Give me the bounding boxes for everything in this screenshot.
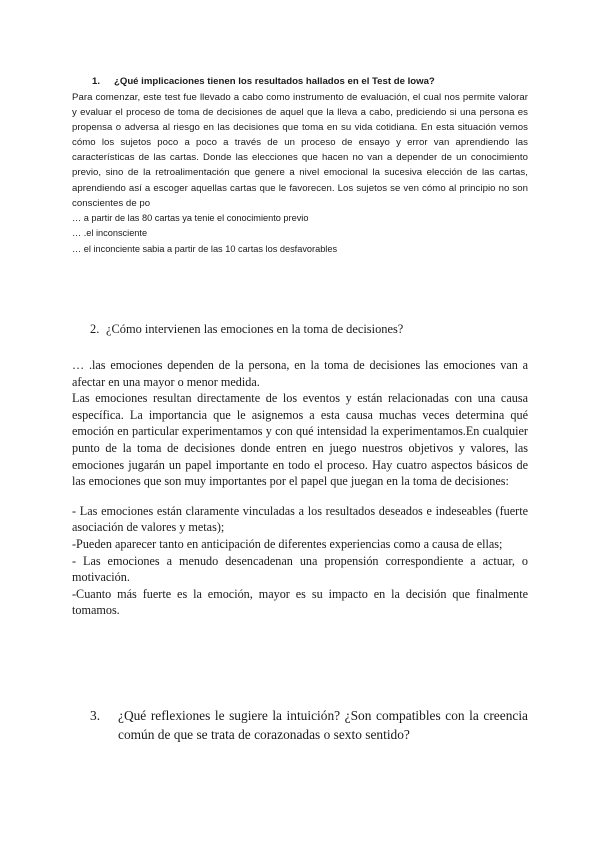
answer-2-intro: … .las emociones dependen de la persona, en la toma de decisiones las emociones van a afectar en una mayor o menor medida. xyxy=(72,358,528,389)
answer-1-note: … el inconciente sabia a partir de las 10 cartas los desfavorables xyxy=(72,243,338,254)
question-1-number: 1. xyxy=(92,76,101,87)
question-2-text: ¿Cómo intervienen las emociones en la toma de decisiones? xyxy=(106,322,404,336)
answer-2-list-item: - Las emociones están claramente vinculadas a los resultados deseados e indeseables (fuerte asociación de valores y metas); xyxy=(72,503,528,535)
answer-2-list-item: - Las emociones a menudo desencadenan una propensión correspondiente a actuar, o motivación. xyxy=(72,553,528,585)
question-3-number: 3. xyxy=(90,708,101,723)
answer-1-note: … a partir de las 80 cartas ya tenie el conocimiento previo xyxy=(72,212,309,223)
question-1-heading xyxy=(92,75,528,89)
section-2 xyxy=(72,321,528,619)
answer-2-list xyxy=(72,503,528,619)
answer-2-list-item: -Cuanto más fuerte es la emoción, mayor es su impacto en la decisión que finalmente tomamos. xyxy=(72,586,528,618)
answer-2-body xyxy=(72,357,528,619)
answer-1-note: … .el inconsciente xyxy=(72,228,148,239)
section-1 xyxy=(72,75,528,257)
question-3-heading xyxy=(90,706,528,744)
question-1-text: ¿Qué implicaciones tienen los resultados hallados en el Test de Iowa? xyxy=(114,76,435,87)
answer-2-paragraph: Las emociones resultan directamente de los eventos y están relacionadas con una causa específica. La importancia que le asignemos a esta causa muchas veces determina qué emoción en particular experimentamos y con qué intensidad la experimentamos.En cualquier punto de la toma de decisiones donde entren en juego nuestros objetivos y valores, las emociones jugarán un papel importante en todo el proceso. Hay cuatro aspectos básicos de las emociones que son muy importantes por el papel que juegan en la toma de decisiones: xyxy=(72,391,528,489)
section-3 xyxy=(72,706,528,744)
answer-1-paragraph: Para comenzar, este test fue llevado a cabo como instrumento de evaluación, el cual nos permite valorar y evaluar el proceso de toma de decisiones de aquel que la lleva a cabo, prediciendo si una persona es propensa o adversa al riesgo en las decisiones que toma en su vida cotidiana. En esta situación vemos cómo los sujetos poco a poco a través de un proceso de ensayo y error van aprendiendo las características de las cartas. Donde las elecciones que hacen no van a depender de un conocimiento previo, sino de la retroalimentación que genere a nivel emocional la sucesiva elección de las cartas, aprendiendo así a escoger aquellas cartas que le favorecen. Los sujetos se ven cómo al principio no son conscientes de po xyxy=(72,92,528,209)
question-2-heading xyxy=(90,321,528,337)
question-2-number: 2. xyxy=(90,322,100,336)
answer-2-list-item: -Pueden aparecer tanto en anticipación de diferentes experiencias como a causa de ellas; xyxy=(72,536,503,551)
question-3-text: ¿Qué reflexiones le sugiere la intuición? ¿Son compatibles con la creencia común de que se trata de corazonadas o sexto sentido? xyxy=(118,708,528,742)
